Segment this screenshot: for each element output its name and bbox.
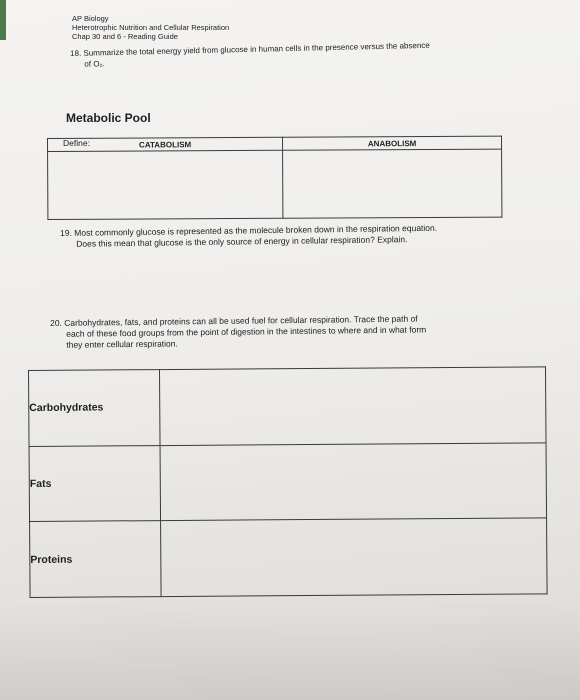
- anabolism-answer-cell[interactable]: [283, 149, 502, 218]
- food-groups-table: [28, 366, 548, 598]
- proteins-answer-cell[interactable]: [161, 518, 548, 596]
- table-row: [29, 367, 547, 446]
- question-18: [70, 37, 540, 70]
- catabolism-anabolism-table: [47, 136, 502, 220]
- topic-name: Heterotrophic Nutrition and Cellular Respiration: [72, 23, 230, 32]
- carbohydrates-answer-cell[interactable]: [160, 367, 547, 445]
- page-shadow: [0, 600, 580, 700]
- table-row: [30, 518, 548, 597]
- question-20-line-2: each of these food groups from the point of digestion in the intestines to where and in what form: [66, 324, 427, 339]
- course-name: AP Biology: [72, 14, 109, 23]
- fats-answer-cell[interactable]: [160, 443, 547, 521]
- chapter-name: Chap 30 and 6 - Reading Guide: [72, 32, 178, 41]
- table-row: [29, 443, 547, 522]
- anabolism-header: ANABOLISM: [283, 136, 502, 150]
- binder-edge: [0, 0, 6, 40]
- question-18-line-1: 18. Summarize the total energy yield from glucose in human cells in the presence versus the absence: [70, 40, 430, 58]
- question-19-line-2: Does this mean that glucose is the only source of energy in cellular respiration? Explain.: [76, 234, 408, 249]
- catabolism-answer-cell[interactable]: [48, 150, 284, 219]
- catabolism-header: CATABOLISM: [48, 137, 283, 151]
- worksheet-header: [72, 14, 229, 41]
- section-title: Metabolic Pool: [66, 111, 151, 125]
- define-label: Define:: [63, 138, 90, 148]
- question-20-line-1: 20. Carbohydrates, fats, and proteins can all be used fuel for cellular respiration. Trace the path of: [50, 313, 418, 328]
- question-19-line-1: 19. Most commonly glucose is represented as the molecule broken down in the respiration equation.: [60, 222, 438, 238]
- carbohydrates-label: Carbohydrates: [29, 370, 161, 447]
- proteins-label: Proteins: [30, 521, 162, 598]
- question-18-line-2: of O₂.: [84, 59, 105, 69]
- question-20-line-3: they enter cellular respiration.: [66, 338, 178, 350]
- fats-label: Fats: [29, 445, 161, 522]
- question-20: [50, 312, 550, 351]
- question-19: [60, 221, 540, 250]
